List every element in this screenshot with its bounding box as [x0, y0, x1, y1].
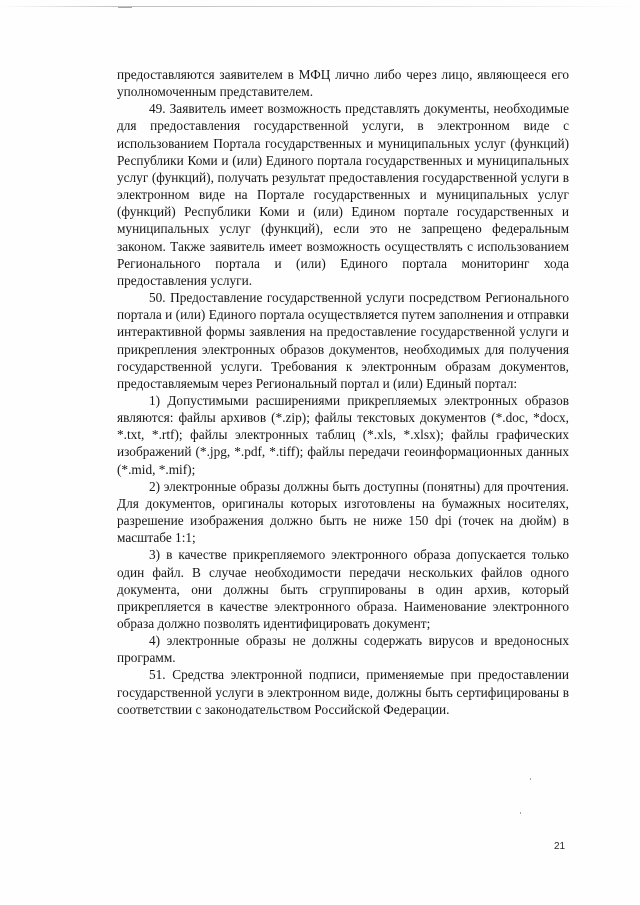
list-item-2: 2) электронные образы должны быть доступны (понятны) для прочтения. Для документов, оригиналы которых изготовлены на бумажных носителях, разрешение изображения должно быть не ниже 150 dpi (точек на дюйм) в масштабе 1:1;	[117, 478, 569, 546]
scan-dot-artifact	[530, 778, 531, 780]
list-item-3: 3) в качестве прикрепляемого электронного образа допускается только один файл. В случае необходимости передачи нескольких файлов одного документа, они должны быть сгруппированы в один архив, который прикрепляется в качестве электронного образа. Наименование электронного образа должно позволять идентифицировать документ;	[117, 547, 569, 631]
scan-edge-artifact	[0, 6, 640, 7]
page-number: 21	[554, 841, 566, 852]
paragraph-50: 50. Предоставление государственной услуги посредством Регионального портала и (или) Единого портала осуществляется путем заполнения и отправки интерактивной формы заявления на предоставление государственной услуги и прикрепления электронных образов документов, необходимых для получения государственной услуги. Требования к электронным образам документов, предоставляемым через Региональный портал и (или) Единый портал:	[117, 290, 569, 391]
paragraph-51: 51. Средства электронной подписи, применяемые при предоставлении государственной услуги в электронном виде, должны быть сертифицированы в соответствии с законодательством Российской Федерации.	[117, 667, 569, 717]
list-item-4: 4) электронные образы не должны содержать вирусов и вредоносных программ.	[117, 633, 569, 666]
document-body	[117, 66, 569, 718]
list-item-1: 1) Допустимыми расширениями прикрепляемых электронных образов являются: файлы архивов (*.zip); файлы текстовых документов (*.doc, *docx, *.txt, *.rtf); файлы электронных таблиц (*.xls, *.xlsx); файлы графических изображений (*.jpg, *.pdf, *.tiff); файлы передачи геоинформационных данных (*.mid, *.mif);	[117, 392, 569, 477]
scan-dot-artifact	[520, 812, 521, 814]
scan-mark-artifact	[118, 7, 132, 8]
paragraph-49: 49. Заявитель имеет возможность представлять документы, необходимые для предоставления государственной услуги, в электронном виде с использованием Портала государственных и муниципальных услуг (функций) Республики Коми и (или) Единого портала государственных и муниципальных услуг (функций), получать результат предоставления государственной услуги в электронном виде на Портале государственных и муниципальных услуг (функций) Республики Коми и (или) Едином портале государственных и муниципальных услуг (функций), если это не запрещено федеральным законом. Также заявитель имеет возможность осуществлять с использованием Регионального портала и (или) Единого портала мониторинг хода предоставления услуги.	[117, 101, 569, 288]
paragraph-continuation: предоставляются заявителем в МФЦ лично либо через лицо, являющееся его уполномоченным представителем.	[117, 67, 569, 100]
